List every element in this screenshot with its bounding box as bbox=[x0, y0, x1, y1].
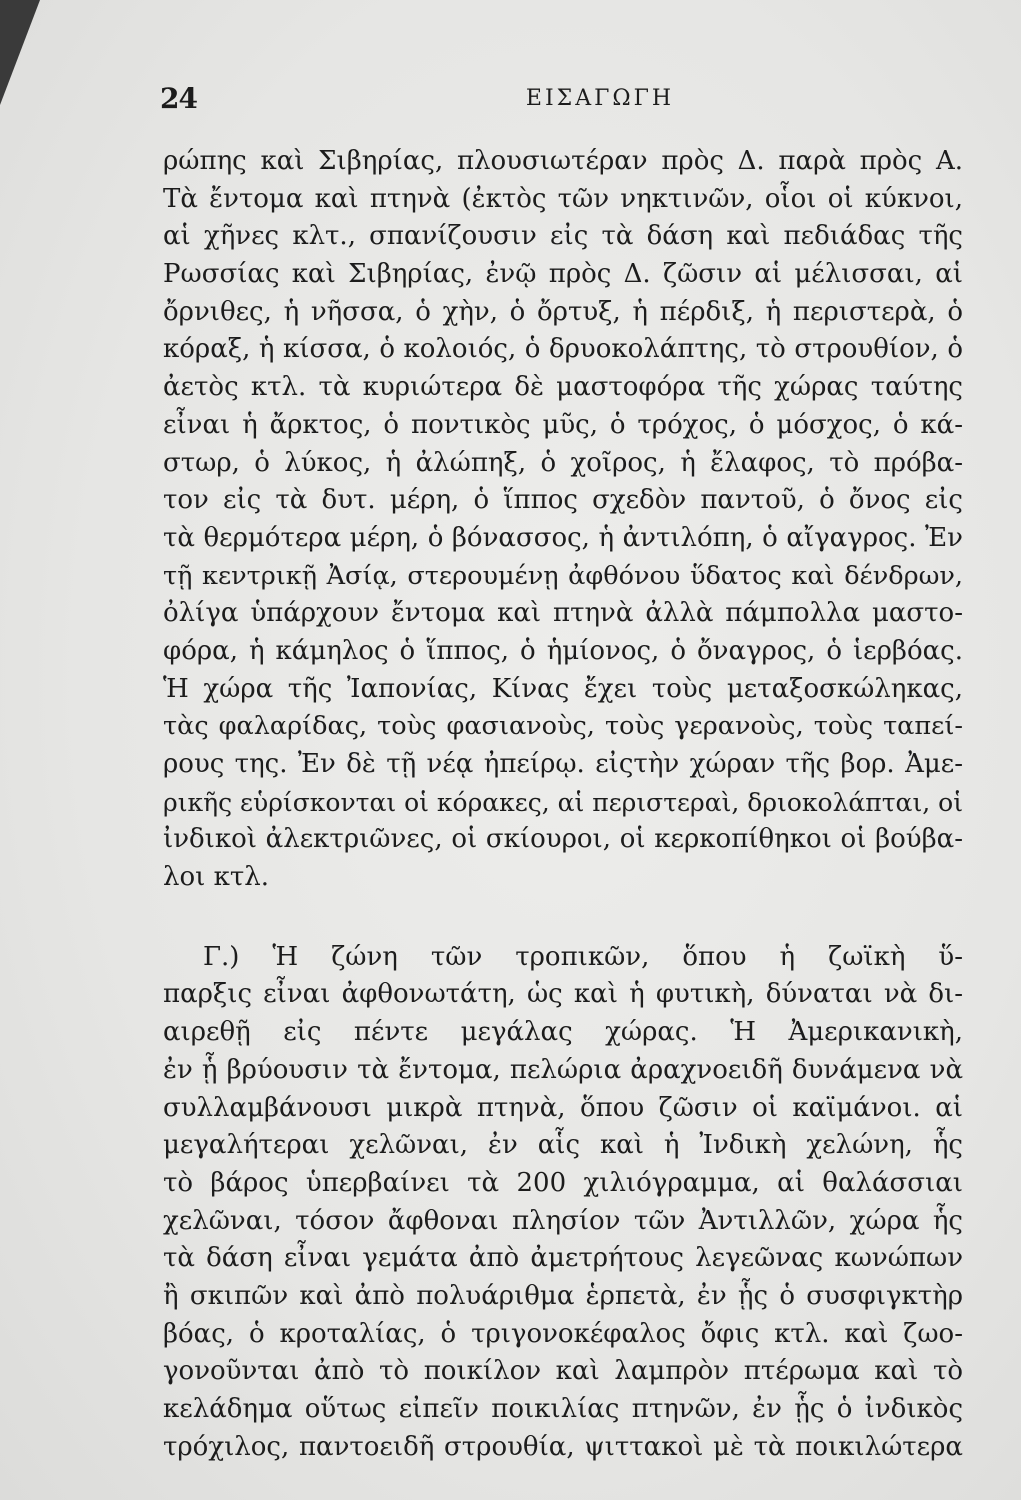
text-line: ἢ σκιπῶν καὶ ἀπὸ πολυάριθμα ἑρπετὰ, ἐν ᾗς ὁ συσφιγκτὴρ bbox=[163, 1280, 963, 1311]
text-line: τον εἰς τὰ δυτ. μέρη, ὁ ἵππος σχεδὸν παντοῦ, ὁ ὄνος εἰς bbox=[163, 485, 963, 516]
page-number: 24 bbox=[160, 82, 197, 115]
text-line: βόας, ὁ κροταλίας, ὁ τριγονοκέφαλος ὄφις κτλ. καὶ ζωο- bbox=[163, 1318, 963, 1349]
text-line: στωρ, ὁ λύκος, ἡ ἀλώπηξ, ὁ χοῖρος, ἡ ἔλαφος, τὸ πρόβα- bbox=[163, 447, 963, 478]
page-corner-fold bbox=[0, 0, 40, 105]
text-line: παρξις εἶναι ἀφθονωτάτη, ὡς καὶ ἡ φυτικὴ, δύναται νὰ δι- bbox=[163, 979, 963, 1010]
paragraph-gap bbox=[163, 897, 963, 939]
text-line: κόραξ, ἡ κίσσα, ὁ κολοιός, ὁ δρυοκολάπτης, τὸ στρουθίον, ὁ bbox=[163, 334, 963, 365]
body-text bbox=[163, 143, 963, 1466]
text-line: φόρα, ἡ κάμηλος ὁ ἵππος, ὁ ἡμίονος, ὁ ὄναγρος, ὁ ἱερβόας. bbox=[163, 635, 963, 666]
text-line: τὸ βάρος ὑπερβαίνει τὰ 200 χιλιόγραμμα, αἱ θαλάσσιαι bbox=[163, 1167, 963, 1198]
text-line: ὄρνιθες, ἡ νῆσσα, ὁ χὴν, ὁ ὄρτυξ, ἡ πέρδιξ, ἡ περιστερὰ, ὁ bbox=[163, 296, 963, 327]
text-line: αἱ χῆνες κλτ., σπανίζουσιν εἰς τὰ δάση καὶ πεδιάδας τῆς bbox=[163, 221, 963, 252]
text-line: τὰ δάση εἶναι γεμάτα ἀπὸ ἀμετρήτους λεγεῶνας κωνώπων bbox=[163, 1243, 963, 1274]
running-head: ΕΙΣΑΓΩΓΗ bbox=[525, 86, 675, 111]
text-line: ἐν ᾗ βρύουσιν τὰ ἔντομα, πελώρια ἀραχνοειδῆ δυνάμενα νὰ bbox=[163, 1054, 963, 1085]
text-line: Τὰ ἔντομα καὶ πτηνὰ (ἐκτὸς τῶν νηκτινῶν, οἷοι οἱ κύκνοι, bbox=[163, 183, 963, 214]
text-line: ἀετὸς κτλ. τὰ κυριώτερα δὲ μαστοφόρα τῆς χώρας ταύτης bbox=[163, 372, 963, 403]
text-line: Ρωσσίας καὶ Σιβηρίας, ἐνῷ πρὸς Δ. ζῶσιν αἱ μέλισσαι, αἱ bbox=[163, 259, 963, 290]
text-line: τρόχιλος, παντοειδῆ στρουθία, ψιττακοὶ μὲ τὰ ποικιλώτερα bbox=[163, 1431, 963, 1462]
text-line: ὀλίγα ὑπάρχουν ἔντομα καὶ πτηνὰ ἀλλὰ πάμπολλα μαστο- bbox=[163, 598, 963, 629]
text-line: χελῶναι, τόσον ἄφθοναι πλησίον τῶν Ἀντιλλῶν, χώρα ἧς bbox=[163, 1205, 963, 1236]
text-line: ρώπης καὶ Σιβηρίας, πλουσιωτέραν πρὸς Δ. παρὰ πρὸς Α. bbox=[163, 146, 963, 176]
text-line: Ἡ χώρα τῆς Ἰαπονίας, Κίνας ἔχει τοὺς μεταξοσκώληκας, bbox=[163, 673, 963, 704]
text-line: αιρεθῇ εἰς πέντε μεγάλας χώρας. Ἡ Ἀμερικανικὴ, bbox=[163, 1017, 963, 1048]
text-line: λοι κτλ. bbox=[163, 862, 269, 893]
page-header bbox=[160, 82, 960, 118]
text-line: τὰ θερμότερα μέρη, ὁ βόνασσος, ἡ ἀντιλόπη, ὁ αἴγαγρος. Ἐν bbox=[163, 522, 963, 553]
text-line: τὰς φαλαρίδας, τοὺς φασιανοὺς, τοὺς γερανοὺς, τοὺς ταπεί- bbox=[163, 711, 963, 742]
text-line: κελάδημα οὕτως εἰπεῖν ποικιλίας πτηνῶν, ἐν ᾗς ὁ ἰνδικὸς bbox=[163, 1394, 963, 1424]
text-line: εἶναι ἡ ἄρκτος, ὁ ποντικὸς μῦς, ὁ τρόχος, ὁ μόσχος, ὁ κά- bbox=[163, 409, 963, 440]
text-line: γονοῦνται ἀπὸ τὸ ποικίλον καὶ λαμπρὸν πτέρωμα καὶ τὸ bbox=[163, 1356, 963, 1387]
text-line: συλλαμβάνουσι μικρὰ πτηνὰ, ὅπου ζῶσιν οἱ καϊμάνοι. αἱ bbox=[163, 1092, 963, 1123]
text-line: τῇ κεντρικῇ Ἀσίᾳ, στερουμένῃ ἀφθόνου ὕδατος καὶ δένδρων, bbox=[163, 560, 963, 591]
text-line: ἰνδικοὶ ἀλεκτριῶνες, οἱ σκίουροι, οἱ κερκοπίθηκοι οἱ βούβα- bbox=[163, 824, 963, 855]
text-line: ρικῆς εὑρίσκονται οἱ κόρακες, αἱ περιστεραὶ, δριοκολάπται, οἱ bbox=[163, 787, 963, 817]
text-line: ρους της. Ἐν δὲ τῇ νέᾳ ἠπείρῳ. εἰςτὴν χώραν τῆς βορ. Ἀμε- bbox=[163, 749, 963, 779]
section-heading-line: Γ.) Ἡ ζώνη τῶν τροπικῶν, ὅπου ἡ ζωϊκὴ ὕ- bbox=[203, 941, 963, 972]
text-line: μεγαλήτεραι χελῶναι, ἐν αἷς καὶ ἡ Ἰνδικὴ χελώνη, ἧς bbox=[163, 1130, 963, 1161]
